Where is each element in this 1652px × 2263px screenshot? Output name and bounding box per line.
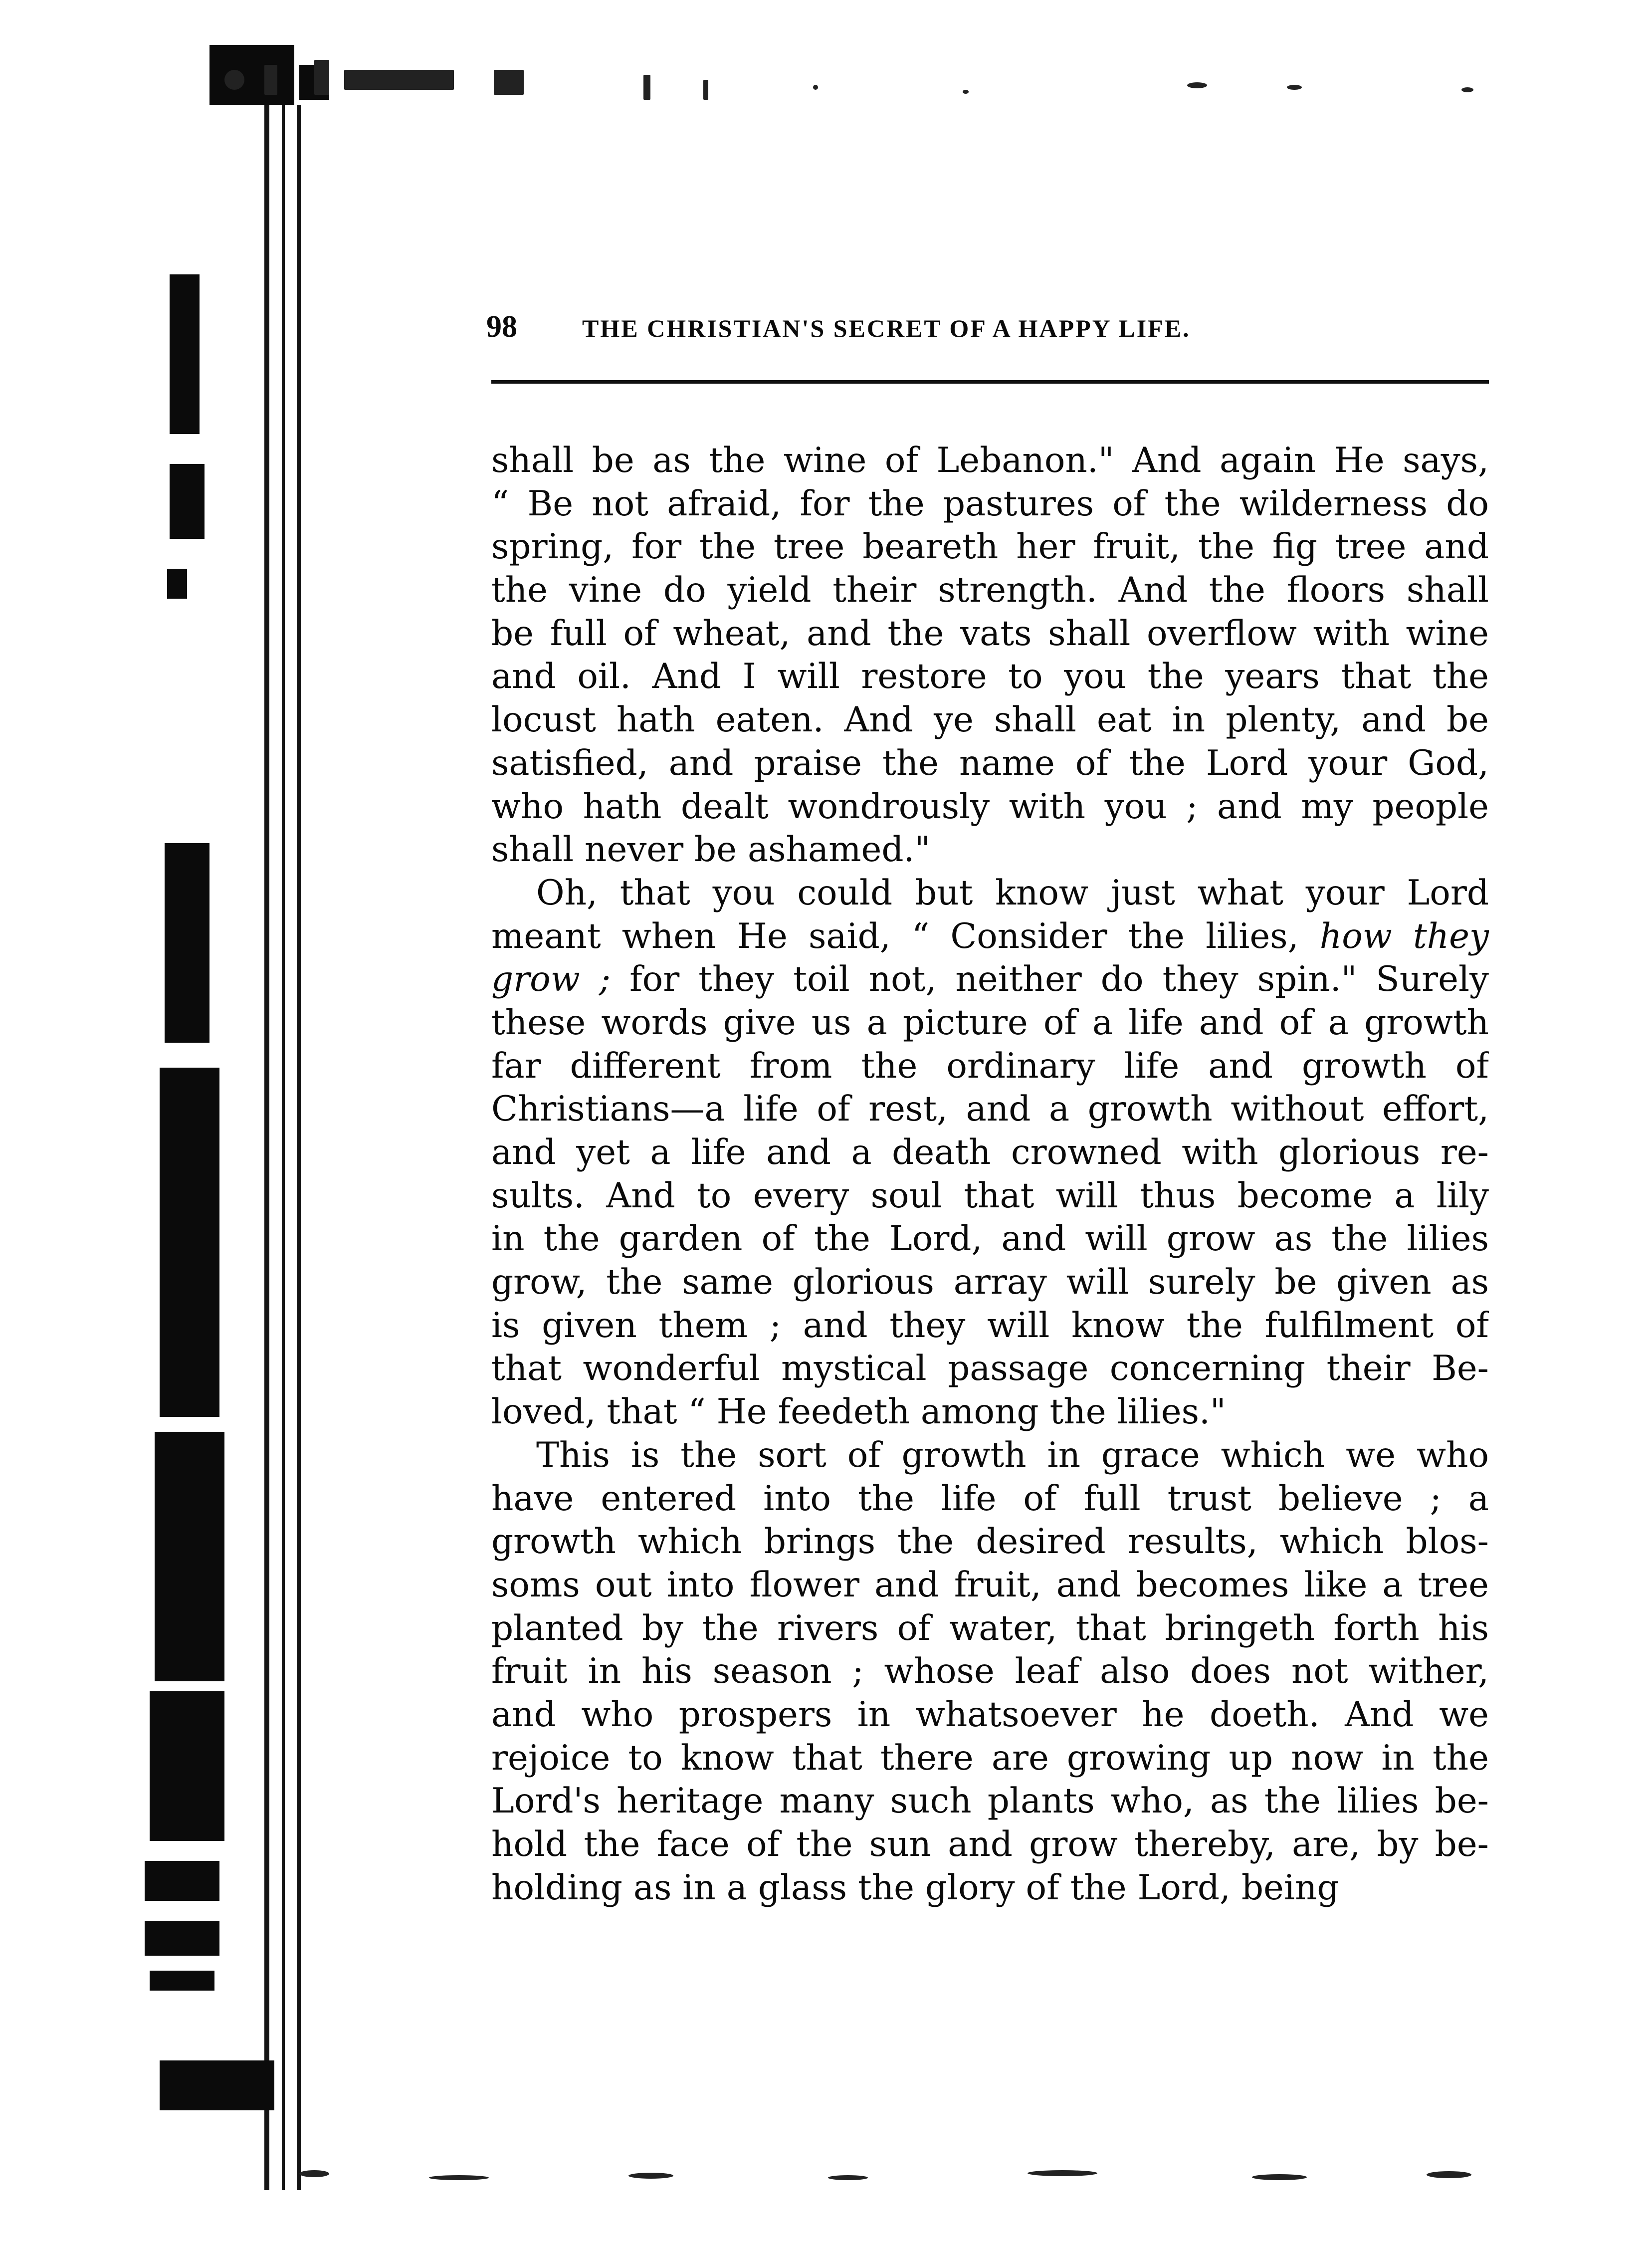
text-line: planted by the rivers of water, that bringeth forth his bbox=[491, 1608, 1489, 1648]
spine-mark bbox=[165, 843, 209, 1043]
spine-rule bbox=[297, 105, 301, 2190]
spine-mark bbox=[160, 1068, 219, 1417]
page-header bbox=[486, 309, 1484, 349]
paragraph bbox=[491, 872, 1489, 1434]
text-line: locust hath eaten. And ye shall eat in plenty, and be bbox=[491, 700, 1489, 740]
text-line: grow, the same glorious array will surely be given as bbox=[491, 1262, 1489, 1303]
spine-mark bbox=[155, 1432, 224, 1681]
text-line: soms out into flower and fruit, and becomes like a tree bbox=[491, 1565, 1489, 1605]
spine-mark bbox=[145, 1921, 219, 1956]
text-line: is given them ; and they will know the fulfilment of bbox=[491, 1305, 1489, 1346]
text-line: Christians—a life of rest, and a growth without effort, bbox=[491, 1089, 1489, 1130]
text-line: who hath dealt wondrously with you ; and my people bbox=[491, 786, 1489, 827]
text-line: and who prospers in whatsoever he doeth. And we bbox=[491, 1694, 1489, 1735]
text-line: and yet a life and a death crowned with glorious re- bbox=[491, 1132, 1489, 1172]
text-line: satisfied, and praise the name of the Lord your God, bbox=[491, 743, 1489, 783]
text-line: shall never be ashamed." bbox=[491, 830, 931, 870]
running-head: THE CHRISTIAN'S SECRET OF A HAPPY LIFE. bbox=[582, 314, 1191, 342]
bottom-scan-noise bbox=[279, 2155, 1526, 2195]
text-line: fruit in his season ; whose leaf also does not wither, bbox=[491, 1651, 1489, 1692]
header-rule bbox=[491, 380, 1489, 384]
text-line: Lord's heritage many such plants who, as the lilies be- bbox=[491, 1781, 1489, 1821]
text-line: the vine do yield their strength. And the floors shall bbox=[491, 570, 1489, 611]
text-line: meant when He said, “ Consider the lilies, how they bbox=[491, 916, 1489, 956]
text-line: spring, for the tree beareth her fruit, the fig tree and bbox=[491, 527, 1489, 567]
text-line: “ Be not afraid, for the pastures of the wilderness do bbox=[491, 483, 1489, 524]
text-line: far different from the ordinary life and growth of bbox=[491, 1046, 1489, 1086]
spine-mark bbox=[150, 1971, 214, 1991]
text-line: be full of wheat, and the vats shall overflow with wine bbox=[491, 613, 1489, 654]
text-line: grow ; for they toil not, neither do they spin." Surely bbox=[491, 959, 1489, 1000]
text-line: shall be as the wine of Lebanon." And again He says, bbox=[491, 441, 1489, 480]
text-line: holding as in a glass the glory of the Lord, being bbox=[491, 1867, 1339, 1908]
text-line: This is the sort of growth in grace which we who bbox=[536, 1435, 1489, 1475]
text-line: Oh, that you could but know just what your Lord bbox=[536, 873, 1489, 913]
text-line: loved, that “ He feedeth among the lilies." bbox=[491, 1392, 1226, 1432]
text-line: and oil. And I will restore to you the years that the bbox=[491, 657, 1489, 697]
text-line: sults. And to every soul that will thus become a lily bbox=[491, 1175, 1489, 1216]
text-line: have entered into the life of full trust believe ; a bbox=[491, 1478, 1489, 1519]
text-line: hold the face of the sun and grow thereby, are, by be- bbox=[491, 1824, 1489, 1864]
spine-mark bbox=[145, 1861, 219, 1901]
top-scan-noise bbox=[214, 55, 1561, 100]
text-line: in the garden of the Lord, and will grow as the lilies bbox=[491, 1219, 1489, 1259]
spine-rule bbox=[282, 105, 285, 2190]
text-line: that wonderful mystical passage concerning their Be- bbox=[491, 1349, 1489, 1389]
text-line: growth which brings the desired results, which blos- bbox=[491, 1522, 1489, 1562]
spine-mark bbox=[167, 569, 187, 599]
page-number: 98 bbox=[486, 310, 517, 344]
paragraph bbox=[491, 439, 1489, 872]
text-line: these words give us a picture of a life and of a growth bbox=[491, 1002, 1489, 1043]
text-line: rejoice to know that there are growing up now in the bbox=[491, 1738, 1489, 1778]
spine-mark bbox=[170, 274, 200, 434]
spine-mark bbox=[150, 1691, 224, 1841]
spine-rule bbox=[264, 105, 269, 2190]
spine-mark bbox=[160, 2060, 274, 2110]
spine-mark bbox=[170, 464, 205, 539]
binding-edge bbox=[75, 45, 309, 2180]
body-text bbox=[491, 439, 1489, 1909]
paragraph bbox=[491, 1434, 1489, 1910]
